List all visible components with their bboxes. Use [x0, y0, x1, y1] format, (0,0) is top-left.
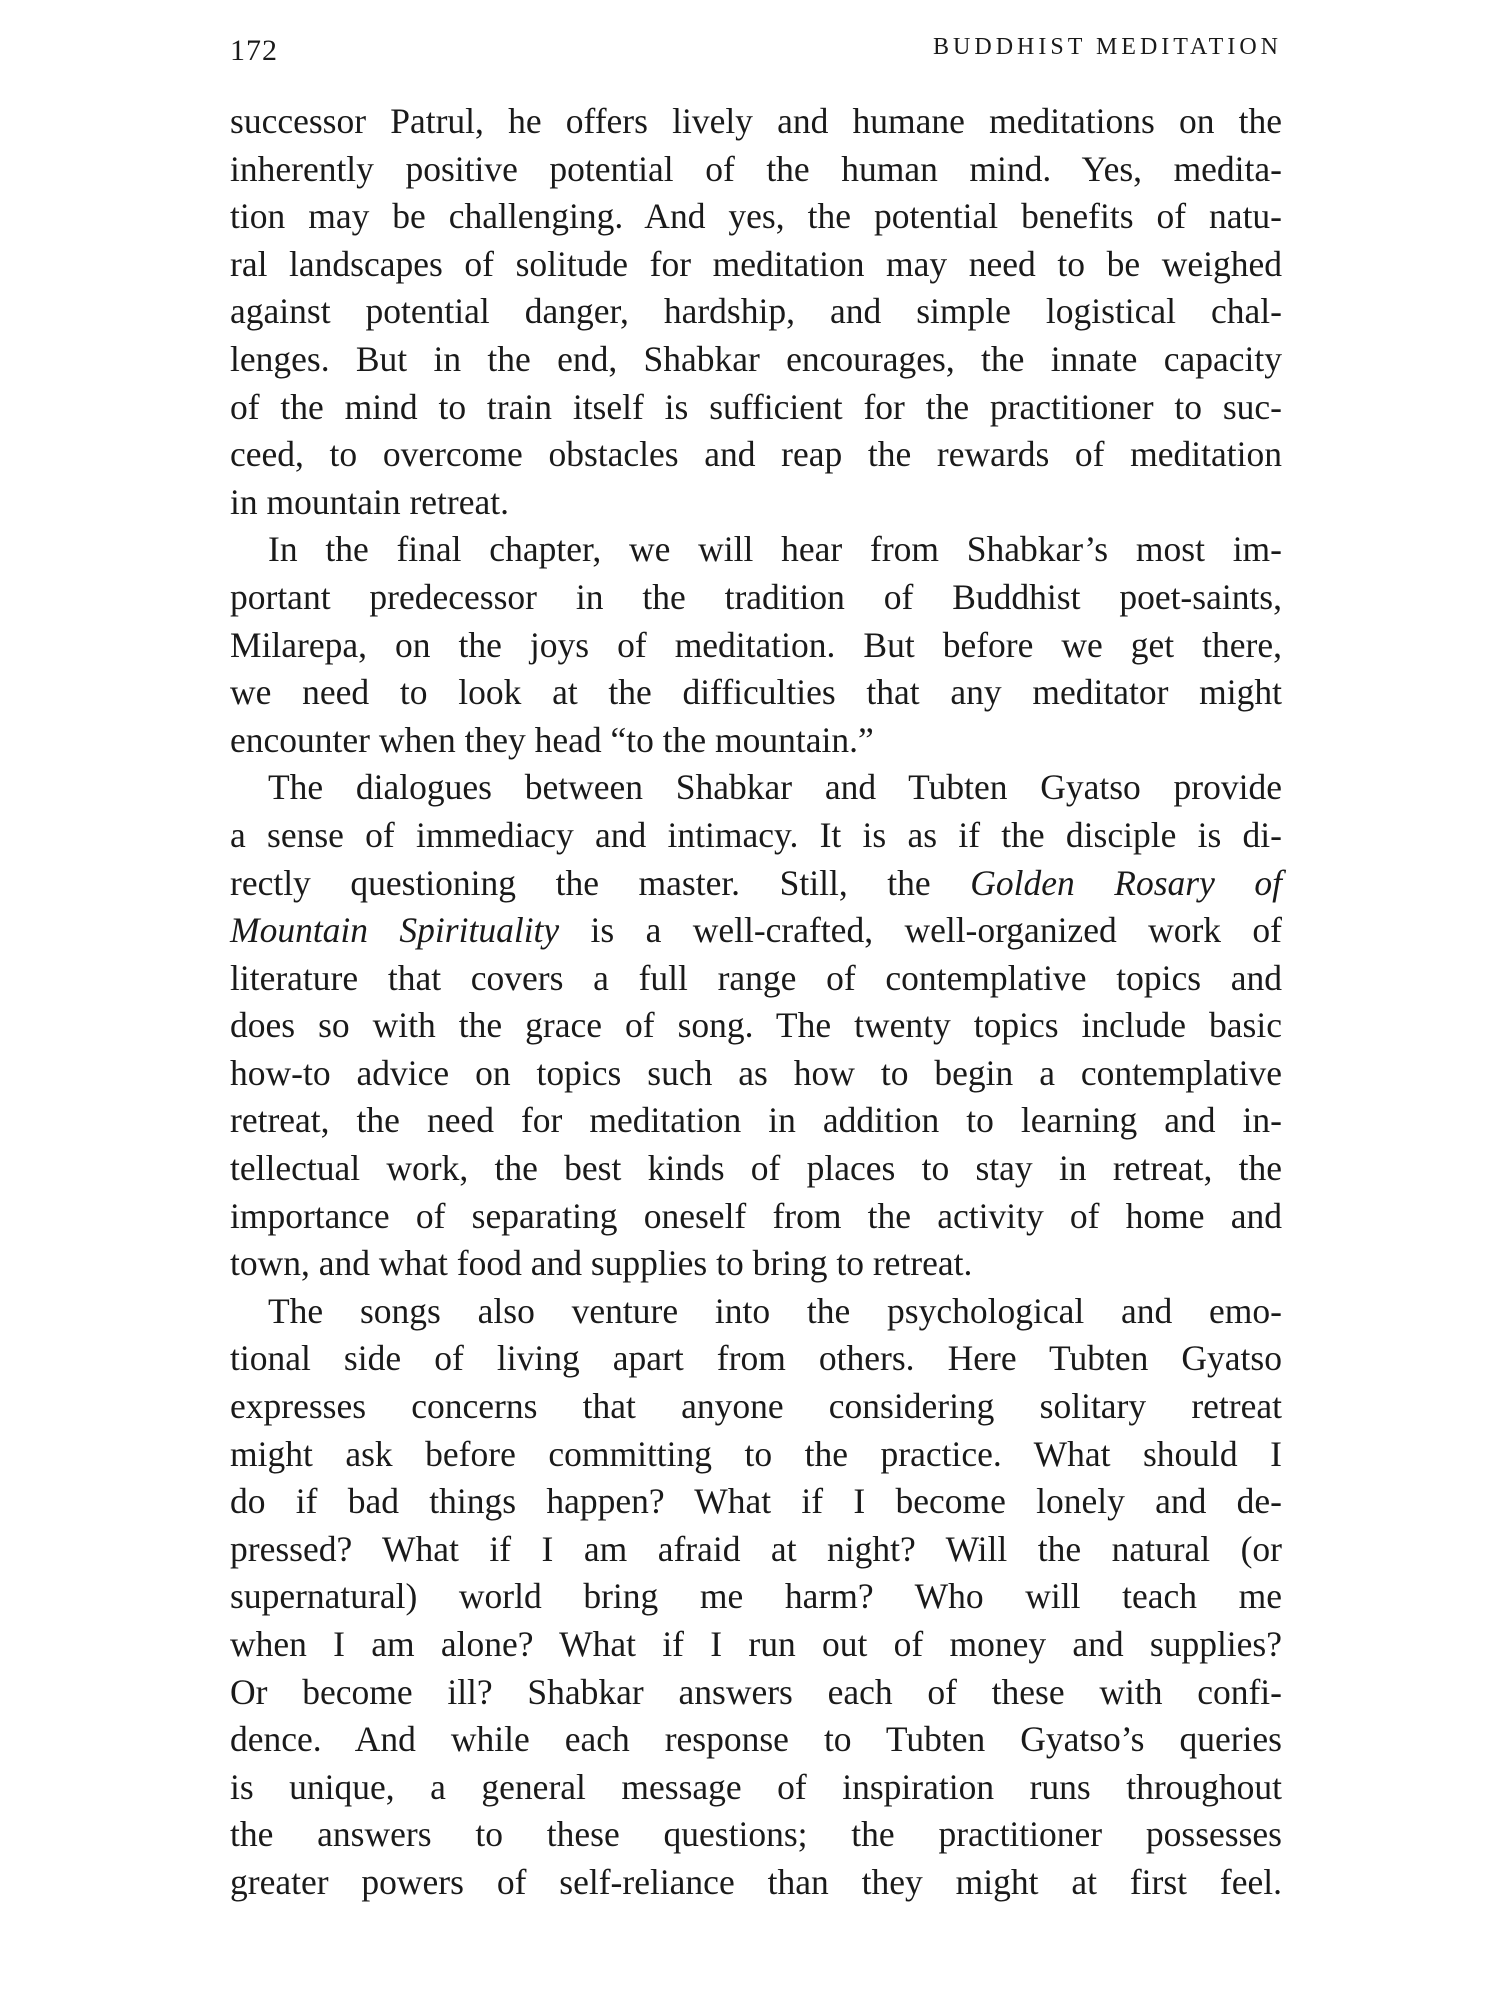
text-line: [230, 241, 1282, 289]
line-text: The songs also venture into the psychological and emo-: [268, 1290, 1282, 1331]
line-text: Or become ill? Shabkar answers each of these with confi-: [230, 1671, 1282, 1712]
line-text: tional side of living apart from others. Here Tubten Gyatso: [230, 1338, 1282, 1379]
page-number: 172: [230, 34, 278, 67]
body-text: [230, 98, 1282, 1907]
text-line: [230, 717, 1282, 765]
text-line: [230, 669, 1282, 717]
text-line: [230, 764, 1282, 812]
line-text: expresses concerns that anyone considering solitary retreat: [230, 1386, 1282, 1427]
text-line: [230, 574, 1282, 622]
text-line: [230, 1193, 1282, 1241]
text-line: [230, 1145, 1282, 1193]
line-text: In the final chapter, we will hear from Shabkar’s most im-: [268, 529, 1282, 570]
line-text: pressed? What if I am afraid at night? Will the natural (or: [230, 1528, 1282, 1569]
line-text: encounter when they head “to the mountain.”: [230, 719, 874, 760]
text-line: [230, 384, 1282, 432]
text-line: [230, 1478, 1282, 1526]
text-line: [230, 479, 1282, 527]
line-text: town, and what food and supplies to bring to retreat.: [230, 1243, 973, 1284]
line-text: lenges. But in the end, Shabkar encourages, the innate capacity: [230, 338, 1282, 379]
line-text: tion may be challenging. And yes, the potential benefits of natu-: [230, 196, 1282, 237]
text-line: [230, 1335, 1282, 1383]
text-line: [230, 1431, 1282, 1479]
line-text: Milarepa, on the joys of meditation. But before we get there,: [230, 624, 1282, 665]
running-title: BUDDHIST MEDITATION: [933, 34, 1282, 60]
line-text: a sense of immediacy and intimacy. It is as if the disciple is di-: [230, 814, 1282, 855]
text-line: [230, 193, 1282, 241]
line-text: do if bad things happen? What if I become lonely and de-: [230, 1481, 1282, 1522]
text-line: [230, 1764, 1282, 1812]
line-text: rectly questioning the master. Still, the: [230, 862, 971, 903]
line-text: in mountain retreat.: [230, 481, 509, 522]
line-text: how-to advice on topics such as how to begin a contemplative: [230, 1052, 1282, 1093]
line-text: we need to look at the difficulties that any meditator might: [230, 672, 1282, 713]
line-text: of the mind to train itself is sufficient for the practitioner to suc-: [230, 386, 1282, 427]
italic-title-text: Mountain Spirituality: [230, 910, 560, 951]
line-text: successor Patrul, he offers lively and humane meditations on the: [230, 101, 1282, 141]
line-text: against potential danger, hardship, and simple logistical chal-: [230, 291, 1282, 332]
text-line: [230, 1811, 1282, 1859]
text-line: [230, 288, 1282, 336]
line-text: portant predecessor in the tradition of Buddhist poet-saints,: [230, 576, 1282, 617]
text-line: [230, 1288, 1282, 1336]
line-text: greater powers of self-reliance than they might at first feel.: [230, 1861, 1282, 1902]
line-text: does so with the grace of song. The twenty topics include basic: [230, 1005, 1282, 1046]
line-text: is a well-crafted, well-organized work of: [559, 910, 1282, 951]
text-line: [230, 146, 1282, 194]
line-text: tellectual work, the best kinds of places to stay in retreat, the: [230, 1148, 1282, 1189]
text-line: [230, 336, 1282, 384]
text-line: [230, 526, 1282, 574]
text-line: [230, 622, 1282, 670]
text-line: [230, 1716, 1282, 1764]
text-line: [230, 431, 1282, 479]
line-text: ceed, to overcome obstacles and reap the rewards of meditation: [230, 434, 1282, 475]
line-text: dence. And while each response to Tubten Gyatso’s queries: [230, 1719, 1282, 1760]
text-line: [230, 1002, 1282, 1050]
line-text: The dialogues between Shabkar and Tubten Gyatso provide: [268, 767, 1282, 808]
line-text: inherently positive potential of the human mind. Yes, medita-: [230, 148, 1282, 189]
text-line: [230, 1383, 1282, 1431]
text-line: [230, 1050, 1282, 1098]
line-text: importance of separating oneself from the activity of home and: [230, 1195, 1282, 1236]
text-line: [230, 812, 1282, 860]
text-line: [230, 860, 1282, 908]
line-text: ral landscapes of solitude for meditation may need to be weighed: [230, 243, 1282, 284]
running-head: [230, 28, 1282, 78]
line-text: when I am alone? What if I run out of money and supplies?: [230, 1624, 1282, 1664]
italic-title-text: Golden Rosary of: [970, 862, 1282, 903]
line-text: retreat, the need for meditation in addition to learning and in-: [230, 1100, 1282, 1141]
text-line: [230, 1097, 1282, 1145]
text-line: [230, 1526, 1282, 1574]
text-line: [230, 1859, 1282, 1907]
text-line: [230, 955, 1282, 1003]
line-text: the answers to these questions; the practitioner possesses: [230, 1814, 1282, 1855]
line-text: literature that covers a full range of contemplative topics and: [230, 957, 1282, 998]
text-line: [230, 98, 1282, 146]
line-text: supernatural) world bring me harm? Who will teach me: [230, 1576, 1282, 1617]
text-line: [230, 1621, 1282, 1669]
line-text: might ask before committing to the practice. What should I: [230, 1433, 1282, 1474]
text-line: [230, 1240, 1282, 1288]
text-line: [230, 1669, 1282, 1717]
line-text: is unique, a general message of inspiration runs throughout: [230, 1766, 1282, 1807]
text-line: [230, 907, 1282, 955]
text-line: [230, 1573, 1282, 1621]
